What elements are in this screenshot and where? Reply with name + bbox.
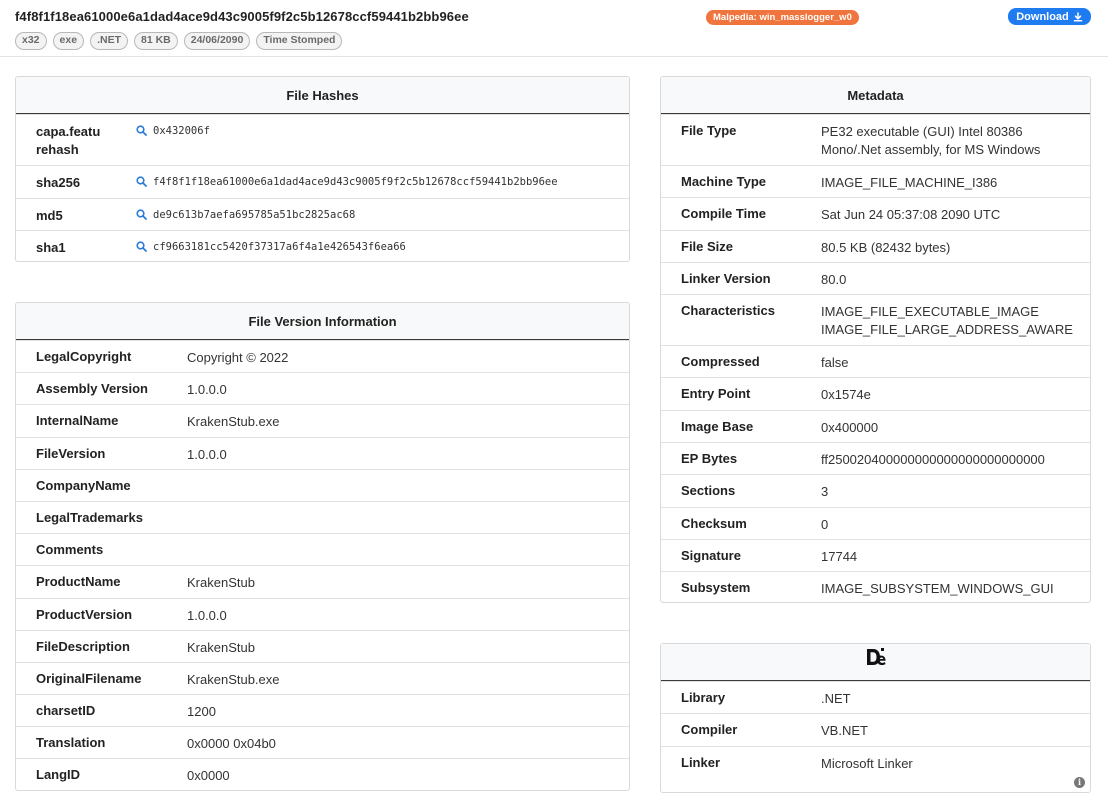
version-key: LangID xyxy=(36,767,81,783)
metadata-key: Characteristics xyxy=(681,303,775,319)
hash-value: f4f8f1f18ea61000e6a1dad4ace9d43c9005f9f2c5b12678ccf59441b2bb96ee xyxy=(153,176,558,188)
metadata-value: ff250020400000000000000000000000 xyxy=(821,452,1045,468)
metadata-row xyxy=(661,377,1090,409)
download-icon xyxy=(1073,12,1083,22)
hash-value: cf9663181cc5420f37317a6f4a1e426543f6ea66 xyxy=(153,241,406,253)
version-row xyxy=(16,404,629,436)
version-value: KrakenStub xyxy=(187,639,255,655)
metadata-key: Entry Point xyxy=(681,386,751,402)
filetype-tag: exe xyxy=(53,32,85,50)
size-tag: 81 KB xyxy=(134,32,178,50)
metadata-value: 80.5 KB (82432 bytes) xyxy=(821,239,951,255)
version-value: 1200 xyxy=(187,704,216,720)
metadata-row xyxy=(661,345,1090,377)
info-icon[interactable]: i xyxy=(1074,777,1085,788)
version-value: 0x0000 xyxy=(187,768,230,784)
version-row xyxy=(16,662,629,694)
metadata-key: Compressed xyxy=(681,354,760,370)
metadata-value: 0x1574e xyxy=(821,387,871,403)
malpedia-badge[interactable]: Malpedia: win_masslogger_w0 xyxy=(706,10,859,25)
hash-value: 0x432006f xyxy=(153,125,210,137)
metadata-key: Checksum xyxy=(681,515,747,531)
file-hashes-title: File Hashes xyxy=(16,77,629,114)
version-row xyxy=(16,630,629,662)
search-icon[interactable] xyxy=(136,166,153,198)
metadata-key: Compile Time xyxy=(681,206,767,222)
metadata-key: Machine Type xyxy=(681,174,767,189)
die-row xyxy=(661,681,1090,713)
version-row xyxy=(16,694,629,726)
metadata-value: false xyxy=(821,355,849,371)
version-value: 0x0000 0x04b0 xyxy=(187,736,276,752)
version-key: LegalCopyright xyxy=(36,349,132,364)
version-key: charsetID xyxy=(36,703,96,719)
metadata-value-line: PE32 executable (GUI) Intel 80386 xyxy=(821,124,1023,139)
version-value: KrakenStub.exe xyxy=(187,671,280,687)
die-row xyxy=(661,713,1090,745)
search-icon[interactable] xyxy=(136,199,153,231)
hash-key: md5 xyxy=(36,207,63,223)
runtime-tag: .NET xyxy=(90,32,128,50)
die-key: Linker xyxy=(681,754,721,770)
metadata-title: Metadata xyxy=(661,77,1090,114)
metadata-key: Sections xyxy=(681,483,736,499)
metadata-value: 17744 xyxy=(821,548,858,564)
metadata-value-line: IMAGE_FILE_EXECUTABLE_IMAGE xyxy=(821,304,1039,320)
version-row xyxy=(16,533,629,565)
metadata-row xyxy=(661,571,1090,603)
version-key: ProductVersion xyxy=(36,606,133,622)
version-row xyxy=(16,726,629,758)
version-key: Assembly Version xyxy=(36,381,148,397)
version-key: CompanyName xyxy=(36,477,131,493)
metadata-row xyxy=(661,410,1090,442)
metadata-value: IMAGE_SUBSYSTEM_WINDOWS_GUI xyxy=(821,581,1054,597)
hash-key: sha256 xyxy=(36,175,81,190)
metadata-row xyxy=(661,442,1090,474)
version-key: OriginalFilename xyxy=(36,670,142,686)
tag-list xyxy=(15,32,342,50)
metadata-row xyxy=(661,197,1090,229)
file-sha256-title: f4f8f1f18ea61000e6a1dad4ace9d43c9005f9f2c5b12678ccf59441b2bb96ee xyxy=(15,9,469,24)
hash-row-sha256 xyxy=(16,165,629,198)
die-row xyxy=(661,746,1090,778)
metadata-value-line: IMAGE_FILE_LARGE_ADDRESS_AWARE xyxy=(821,322,1073,338)
search-icon[interactable] xyxy=(136,115,153,165)
file-version-title: File Version Information xyxy=(16,303,629,340)
version-key: Comments xyxy=(36,542,104,558)
metadata-value: 80.0 xyxy=(821,271,847,287)
metadata-key: Image Base xyxy=(681,418,754,434)
metadata-key: EP Bytes xyxy=(681,451,738,467)
file-version-card xyxy=(15,302,630,791)
metadata-value-line: Mono/.Net assembly, for MS Windows xyxy=(821,142,1041,157)
hash-row-capa xyxy=(16,114,629,165)
metadata-row xyxy=(661,539,1090,571)
date-tag: 24/06/2090 xyxy=(184,32,251,50)
hash-row-md5 xyxy=(16,198,629,231)
metadata-value: 0 xyxy=(821,516,829,532)
die-key: Compiler xyxy=(681,722,738,738)
metadata-card xyxy=(660,76,1091,603)
arch-tag: x32 xyxy=(15,32,47,50)
metadata-key: File Size xyxy=(681,238,734,254)
metadata-value: 3 xyxy=(821,484,829,500)
metadata-key: Signature xyxy=(681,547,741,563)
hash-row-sha1 xyxy=(16,230,629,262)
file-header xyxy=(0,0,1108,57)
version-value: KrakenStub xyxy=(187,575,255,591)
die-value: VB.NET xyxy=(821,723,868,739)
download-button[interactable] xyxy=(1008,8,1091,25)
metadata-row xyxy=(661,474,1090,506)
metadata-row xyxy=(661,507,1090,539)
search-icon[interactable] xyxy=(136,231,153,262)
metadata-value xyxy=(821,115,1040,165)
version-key: Translation xyxy=(36,735,106,751)
version-key: LegalTrademarks xyxy=(36,509,143,525)
version-key: FileVersion xyxy=(36,445,106,461)
metadata-row xyxy=(661,230,1090,262)
detect-it-easy-header xyxy=(661,644,1090,681)
version-key: ProductName xyxy=(36,574,121,590)
hash-key: sha1 xyxy=(36,240,66,255)
metadata-value: 0x400000 xyxy=(821,419,879,435)
download-label: Download xyxy=(1016,10,1069,23)
version-value: KrakenStub.exe xyxy=(187,414,280,430)
version-row xyxy=(16,469,629,501)
version-row xyxy=(16,565,629,597)
metadata-value: IMAGE_FILE_MACHINE_I386 xyxy=(821,175,998,190)
version-row xyxy=(16,340,629,372)
metadata-value: Sat Jun 24 05:37:08 2090 UTC xyxy=(821,207,1001,223)
hash-value: de9c613b7aefa695785a51bc2825ac68 xyxy=(153,208,356,221)
metadata-key: Linker Version xyxy=(681,270,771,286)
file-hashes-card xyxy=(15,76,630,262)
version-value: 1.0.0.0 xyxy=(187,382,227,398)
version-value: 1.0.0.0 xyxy=(187,607,227,623)
time-stomped-tag: Time Stomped xyxy=(256,32,342,50)
metadata-row xyxy=(661,165,1090,197)
version-row xyxy=(16,598,629,630)
version-row xyxy=(16,758,629,790)
hash-key: capa.featu rehash xyxy=(36,124,101,157)
version-row xyxy=(16,501,629,533)
metadata-row xyxy=(661,262,1090,294)
metadata-value xyxy=(821,295,1073,345)
die-key: Library xyxy=(681,690,726,705)
metadata-row xyxy=(661,294,1090,345)
version-key: FileDescription xyxy=(36,638,130,654)
version-row xyxy=(16,372,629,404)
metadata-key: Subsystem xyxy=(681,580,751,596)
die-value: .NET xyxy=(821,691,851,706)
version-value: 1.0.0.0 xyxy=(187,446,227,462)
detect-it-easy-card xyxy=(660,643,1091,793)
version-value: Copyright © 2022 xyxy=(187,350,289,365)
metadata-row xyxy=(661,114,1090,165)
detect-it-easy-logo-icon xyxy=(864,644,888,681)
version-row xyxy=(16,437,629,469)
version-key: InternalName xyxy=(36,413,119,429)
metadata-key: File Type xyxy=(681,123,737,138)
die-value: Microsoft Linker xyxy=(821,755,913,771)
